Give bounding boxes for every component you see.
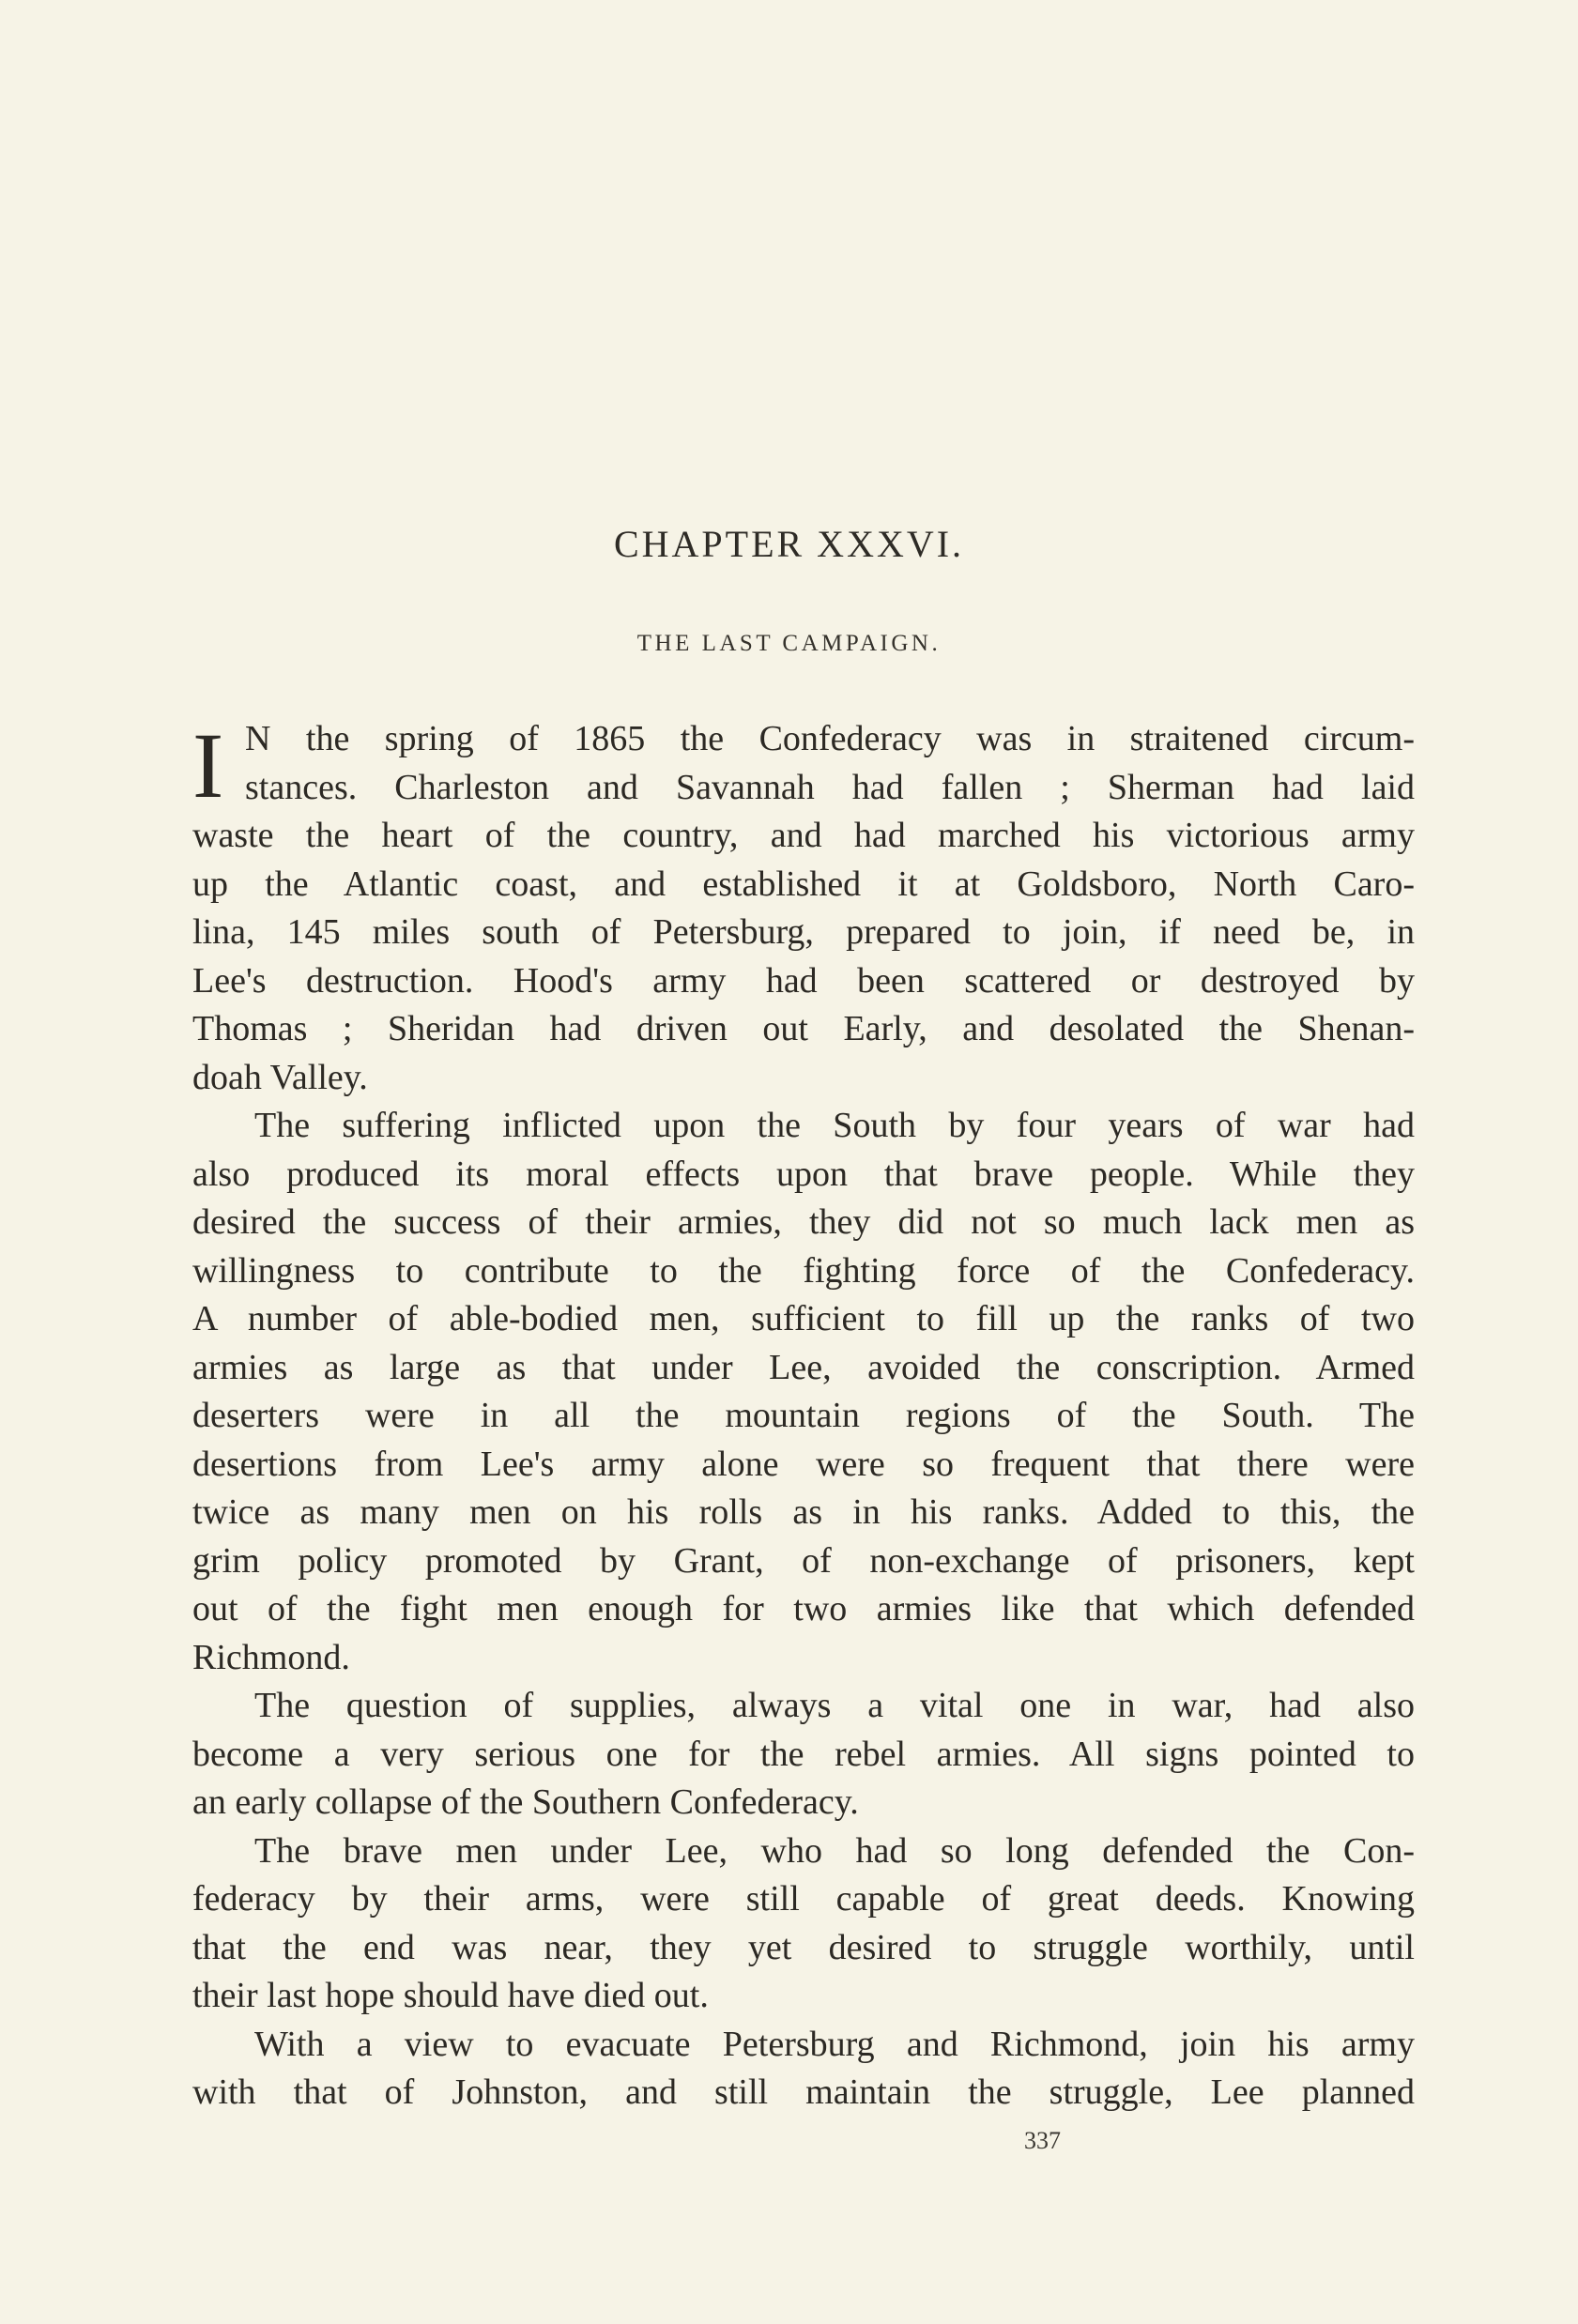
text-line: doah Valley.: [192, 1057, 368, 1097]
text-line: The suffering inflicted upon the South by four years of war had: [254, 1106, 1415, 1145]
text-line: Lee's destruction. Hood's army had been scattered or destroyed by: [192, 960, 1415, 1001]
text-line: up the Atlantic coast, and established it at Goldsboro, North Caro-: [192, 864, 1415, 904]
text-line: with that of Johnston, and still maintain the struggle, Lee planned: [192, 2072, 1415, 2112]
page-number: 337: [1024, 2127, 1061, 2154]
text-line: stances. Charleston and Savannah had fallen ; Sherman had laid: [245, 767, 1415, 807]
text-line: grim policy promoted by Grant, of non-exchange of prisoners, kept: [192, 1540, 1415, 1581]
chapter-subtitle: THE LAST CAMPAIGN.: [636, 631, 942, 656]
text-line: federacy by their arms, were still capable of great deeds. Knowing: [192, 1879, 1415, 1919]
drop-cap: I: [192, 713, 224, 818]
text-line: willingness to contribute to the fighting force of the Confederacy.: [192, 1250, 1415, 1291]
text-line: desertions from Lee's army alone were so frequent that there were: [192, 1444, 1415, 1484]
text-line: deserters were in all the mountain regions of the South. The: [192, 1396, 1415, 1435]
text-line: become a very serious one for the rebel armies. All signs pointed to: [192, 1734, 1415, 1774]
text-line: their last hope should have died out.: [192, 1976, 709, 2015]
text-line: waste the heart of the country, and had marched his victorious army: [192, 816, 1415, 855]
text-line: also produced its moral effects upon that brave people. While they: [192, 1154, 1415, 1194]
text-line: an early collapse of the Southern Confederacy.: [192, 1782, 859, 1822]
text-line: N the spring of 1865 the Confederacy was in straitened circum-: [245, 719, 1415, 758]
text-line: desired the success of their armies, they did not so much lack men as: [192, 1202, 1415, 1242]
text-line: out of the fight men enough for two armies like that which defended: [192, 1589, 1415, 1628]
chapter-title: CHAPTER XXXVI.: [613, 523, 965, 565]
text-line: armies as large as that under Lee, avoided the conscription. Armed: [192, 1347, 1415, 1387]
text-line: lina, 145 miles south of Petersburg, prepared to join, if need be, in: [192, 912, 1415, 952]
body-text: [192, 715, 1415, 2118]
text-line: The brave men under Lee, who had so long defended the Con-: [254, 1830, 1415, 1871]
text-line: Thomas ; Sheridan had driven out Early, and desolated the Shenan-: [192, 1009, 1415, 1048]
text-line: Richmond.: [192, 1637, 350, 1677]
text-line: that the end was near, they yet desired to struggle worthily, until: [192, 1927, 1415, 1967]
text-line: With a view to evacuate Petersburg and Richmond, join his army: [254, 2024, 1415, 2064]
text-line: twice as many men on his rolls as in his ranks. Added to this, the: [192, 1492, 1415, 1532]
text-line: A number of able-bodied men, sufficient to fill up the ranks of two: [192, 1299, 1415, 1338]
text-line: The question of supplies, always a vital one in war, had also: [254, 1686, 1415, 1725]
